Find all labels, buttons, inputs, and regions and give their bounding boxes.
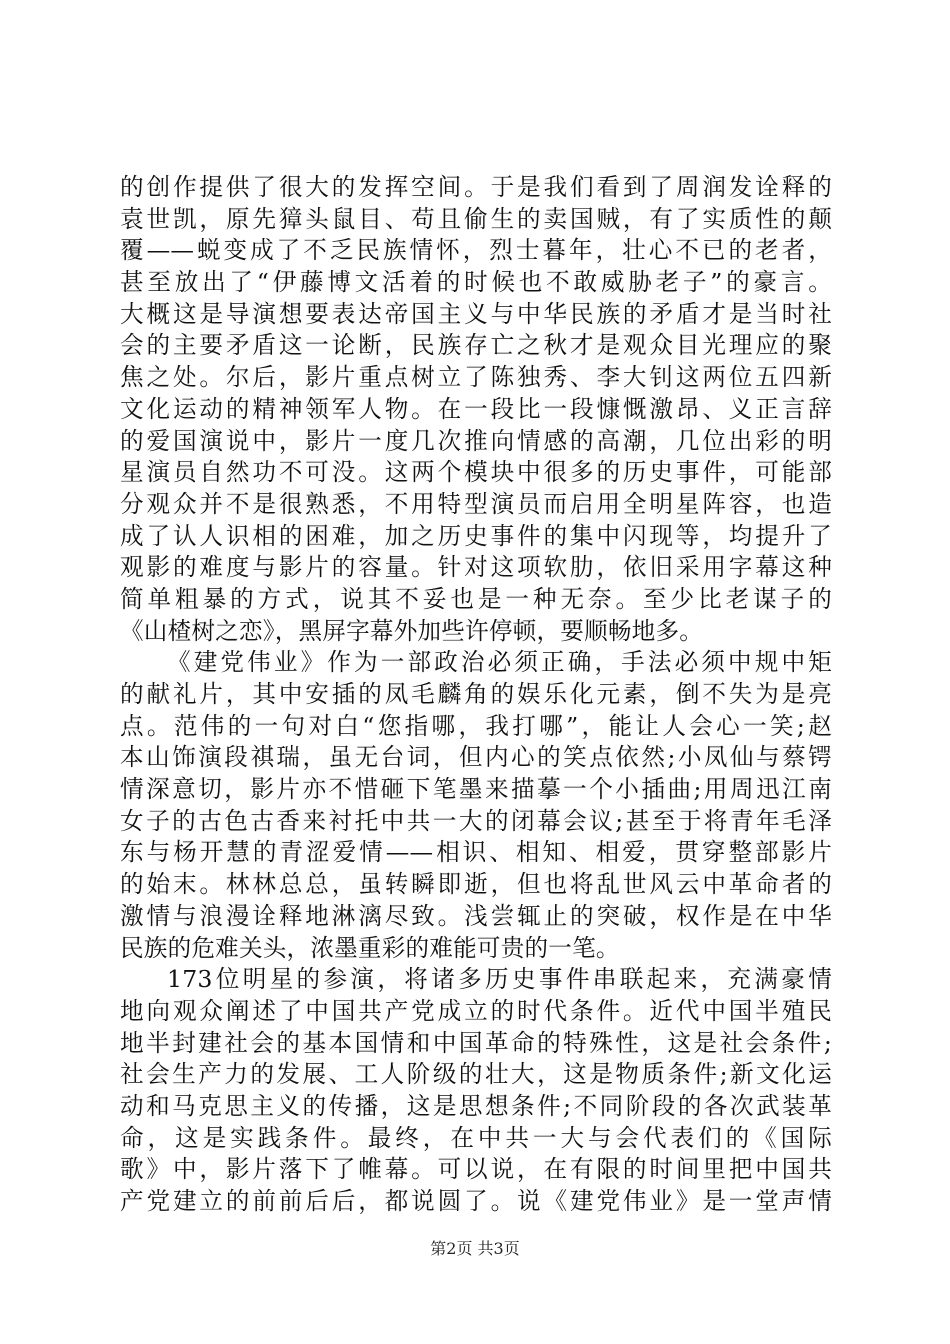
text-line: 袁世凯，原先獐头鼠目、苟且偷生的卖国贼，有了实质性的颠 <box>120 204 832 233</box>
text-line: 的献礼片，其中安插的凤毛麟角的娱乐化元素，倒不失为是亮 <box>120 680 832 708</box>
text-line: 地向观众阐述了中国共产党成立的时代条件。近代中国半殖民 <box>120 996 832 1025</box>
paragraph <box>120 964 832 1218</box>
text-line: 观影的难度与影片的容量。针对这项软肋，依旧采用字幕这种 <box>120 553 832 582</box>
text-line: 文化运动的精神领军人物。在一段比一段慷慨激昂、义正言辞 <box>120 394 832 423</box>
text-line: 动和马克思主义的传播，这是思想条件;不同阶段的各次武装革 <box>120 1091 832 1120</box>
text-line: 民族的危难关头，浓墨重彩的难能可贵的一笔。 <box>120 933 620 962</box>
text-line: 星演员自然功不可没。这两个模块中很多的历史事件，可能部 <box>120 458 832 487</box>
text-line: 《山楂树之恋》，黑屏字幕外加些许停顿，要顺畅地多。 <box>120 616 704 645</box>
text-line: 分观众并不是很熟悉，不用特型演员而启用全明星阵容，也造 <box>120 489 832 518</box>
text-line: 社会生产力的发展、工人阶级的壮大，这是物质条件;新文化运 <box>120 1060 832 1089</box>
text-line: 的爱国演说中，影片一度几次推向情感的高潮，几位出彩的明 <box>120 426 832 455</box>
text-line: 本山饰演段祺瑞，虽无台词，但内心的笑点依然;小凤仙与蔡锷 <box>120 743 832 772</box>
text-line: 的始末。林林总总，虽转瞬即逝，但也将乱世风云中革命者的 <box>120 870 832 899</box>
article-body <box>120 172 832 1218</box>
text-line: 情深意切，影片亦不惜砸下笔墨来描摹一个小插曲;用周迅江南 <box>120 775 832 804</box>
text-line: 歌》中，影片落下了帷幕。可以说，在有限的时间里把中国共 <box>120 1155 832 1184</box>
paragraph <box>120 172 832 647</box>
text-line: 大概这是导演想要表达帝国主义与中华民族的矛盾才是当时社 <box>120 299 832 328</box>
paragraph <box>120 647 832 964</box>
text-line: 东与杨开慧的青涩爱情——相识、相知、相爱，贯穿整部影片 <box>120 838 832 867</box>
text-line: 会的主要矛盾这一论断，民族存亡之秋才是观众目光理应的聚 <box>120 331 832 360</box>
text-line: 简单粗暴的方式，说其不妥也是一种无奈。至少比老谋子的 <box>120 584 832 613</box>
text-line: 成了认人识相的困难，加之历史事件的集中闪现等，均提升了 <box>120 521 832 550</box>
text-line: 女子的古色古香来衬托中共一大的闭幕会议;甚至于将青年毛泽 <box>120 806 832 835</box>
text-line: 覆——蜕变成了不乏民族情怀，烈士暮年，壮心不已的老者， <box>120 236 832 265</box>
text-line: 甚至放出了“伊藤博文活着的时候也不敢威胁老子”的豪言。 <box>120 268 832 297</box>
text-line: 的创作提供了很大的发挥空间。于是我们看到了周润发诠释的 <box>120 173 832 201</box>
text-line: 产党建立的前前后后，都说圆了。说《建党伟业》是一堂声情 <box>120 1187 832 1215</box>
text-line: 地半封建社会的基本国情和中国革命的特殊性，这是社会条件; <box>120 1028 832 1057</box>
text-line: 点。范伟的一句对白“您指哪，我打哪”，能让人会心一笑;赵 <box>120 711 832 740</box>
text-line: 命，这是实践条件。最终，在中共一大与会代表们的《国际 <box>120 1123 832 1152</box>
page-number-footer: 第2页 共3页 <box>430 1239 520 1258</box>
text-line: 焦之处。尔后，影片重点树立了陈独秀、李大钊这两位五四新 <box>120 363 832 392</box>
text-line: 《建党伟业》作为一部政治必须正确，手法必须中规中矩 <box>167 648 832 677</box>
text-line: 173位明星的参演，将诸多历史事件串联起来，充满豪情 <box>167 965 832 994</box>
text-line: 激情与浪漫诠释地淋漓尽致。浅尝辄止的突破，权作是在中华 <box>120 901 832 930</box>
